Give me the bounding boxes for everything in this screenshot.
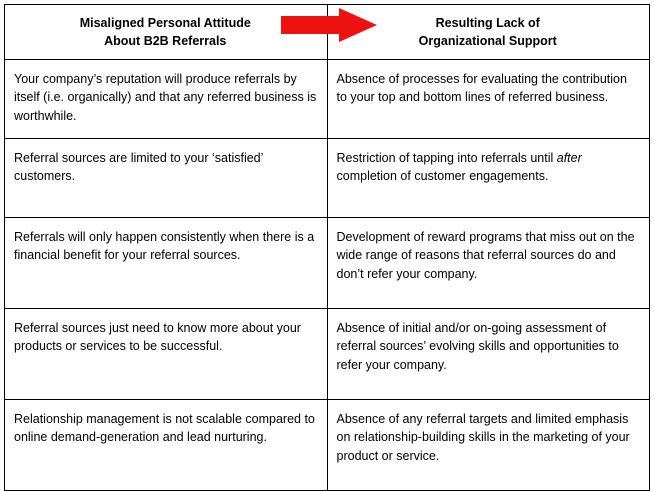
row-4-left-cell: Referral sources just need to know more about your products or services to be successful. [5,309,328,400]
header-left-line1: Misaligned Personal Attitude [79,16,251,30]
table-row [5,60,650,139]
header-right-line1: Resulting Lack of [435,16,540,30]
table-row [5,218,650,309]
row-2-right-text-post: completion of customer engagements. [336,169,549,184]
row-4-right-cell: Absence of initial and/or on-going assessment of referral sources’ evolving skills and opportunities to refer your company. [327,309,650,400]
table-header-right [327,5,650,60]
row-1-right-cell: Absence of processes for evaluating the contribution to your top and bottom lines of referred business. [327,60,650,139]
table-header-row [5,5,650,60]
comparison-table [4,4,650,491]
row-1-left-cell: Your company’s reputation will produce referrals by itself (i.e. organically) and that any referred business is worthwhile. [5,60,328,139]
header-right-line2: Organizational Support [418,34,557,49]
table-row [5,309,650,400]
row-5-right-cell: Absence of any referral targets and limited emphasis on relationship-building skills in the marketing of your product or service. [327,400,650,491]
row-5-left-cell: Relationship management is not scalable compared to online demand-generation and lead nurturing. [5,400,328,491]
row-2-right-text-emphasis: after [556,151,582,166]
row-3-right-cell: Development of reward programs that miss out on the wide range of reasons that referral sources do and don’t refer your company. [327,218,650,309]
header-left-line2: About B2B Referrals [104,34,227,49]
table-row [5,139,650,218]
row-2-right-cell [327,139,650,218]
document-page [0,4,654,463]
row-3-left-cell: Referrals will only happen consistently when there is a financial benefit for your referral sources. [5,218,328,309]
row-2-right-text-pre: Restriction of tapping into referrals until [336,151,557,166]
table-row [5,400,650,491]
table-header-left [5,5,328,60]
row-2-left-cell: Referral sources are limited to your ‘satisfied’ customers. [5,139,328,218]
